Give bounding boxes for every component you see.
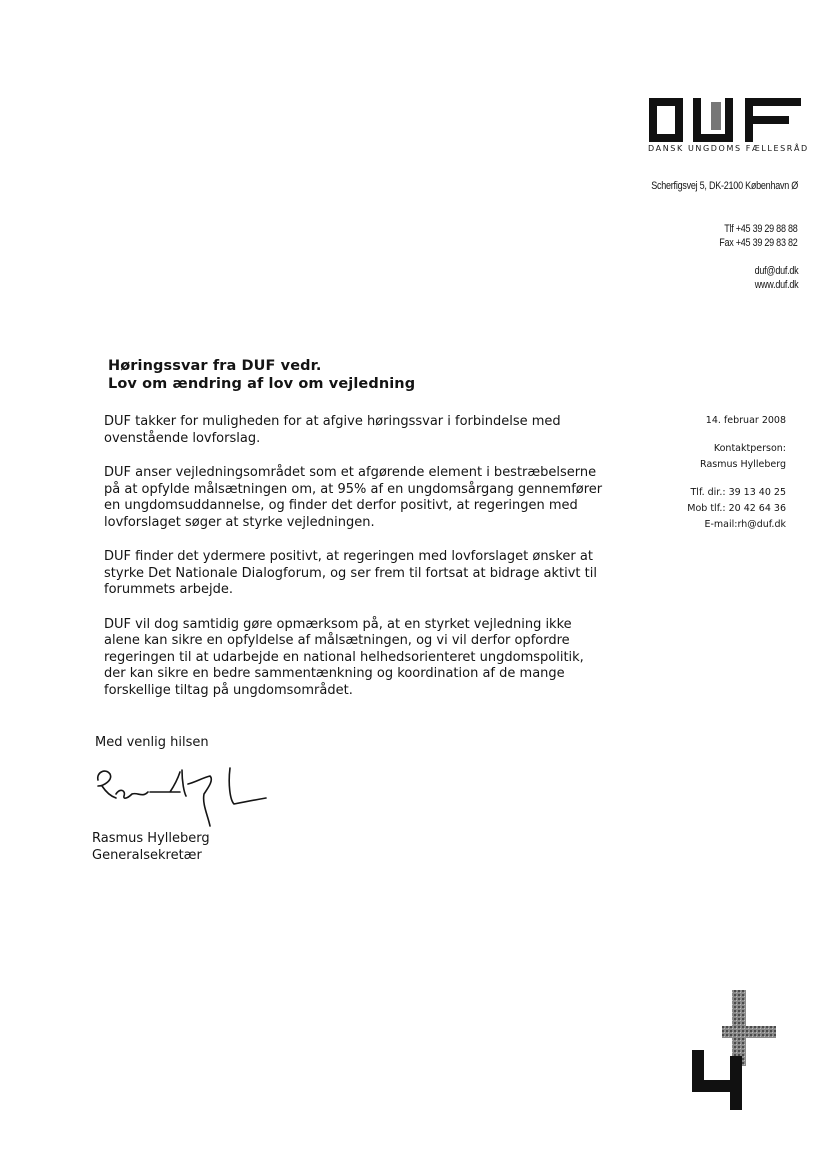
paragraph: DUF vil dog samtidig gøre opmærksom på, at en styrket vejledning ikke alene kan sikre en opfyldelse af målsætningen, og vi vil derfor opfordre regeringen til at udarbejde en national helhedsorienteret ungdomspolitik, der kan sikre en bedre sammentænkning og koordination af de mange forskellige tiltag på ungdomsområdet. <box>104 616 584 698</box>
phone-number: Tlf +45 39 29 88 88 <box>724 223 798 235</box>
closing-salutation: Med venlig hilsen <box>95 735 209 750</box>
letter-date: 14. februar 2008 <box>705 415 786 426</box>
phone-block <box>720 222 798 250</box>
paragraph: DUF anser vejledningsområdet som et afgørende element i bestræbelserne på at opfylde målsætningen om, at 95% af en ungdomsårgang gennemfører en ungdomsuddannelse, og finder det derfor positivt, at regeringen med lovforslaget søger at styrke vejledningen. <box>104 465 603 530</box>
duf-logo <box>649 98 801 142</box>
handwritten-signature <box>92 764 272 828</box>
paragraph: DUF finder det ydermere positivt, at regeringen med lovforslaget ønsker at styrke Det Nationale Dialogforum, og ser frem til fortsat at bidrage aktivt til forummets arbejde. <box>104 549 597 597</box>
letter-heading <box>108 357 415 393</box>
email-address: duf@duf.dk <box>754 265 798 277</box>
street-address: Scherfigsvej 5, DK-2100 København Ø <box>651 180 798 192</box>
signer-block <box>92 830 210 864</box>
contact-email[interactable]: E-mail:rh@duf.dk <box>704 519 786 530</box>
letter-body <box>104 414 604 717</box>
side-info <box>687 413 786 533</box>
direct-phone: Tlf. dir.: 39 13 40 25 <box>690 487 786 498</box>
paragraph: DUF takker for muligheden for at afgive høringssvar i forbindelse med ovenstående lovforslag. <box>104 414 561 446</box>
contact-label: Kontaktperson: <box>713 443 786 454</box>
web-block <box>754 264 798 292</box>
logo-subtitle: DANSK UNGDOMS FÆLLESRÅD <box>648 144 809 153</box>
heading-line-2: Lov om ændring af lov om vejledning <box>108 376 416 392</box>
duf-emblem-icon <box>690 990 780 1110</box>
signer-title: Generalsekretær <box>92 848 202 863</box>
signer-name: Rasmus Hylleberg <box>92 831 210 846</box>
website-link[interactable]: www.duf.dk <box>754 279 798 291</box>
mobile-phone: Mob tlf.: 20 42 64 36 <box>687 503 786 514</box>
heading-line-1: Høringssvar fra DUF vedr. <box>108 358 322 374</box>
fax-number: Fax +45 39 29 83 82 <box>719 237 798 249</box>
contact-name: Rasmus Hylleberg <box>700 459 786 470</box>
